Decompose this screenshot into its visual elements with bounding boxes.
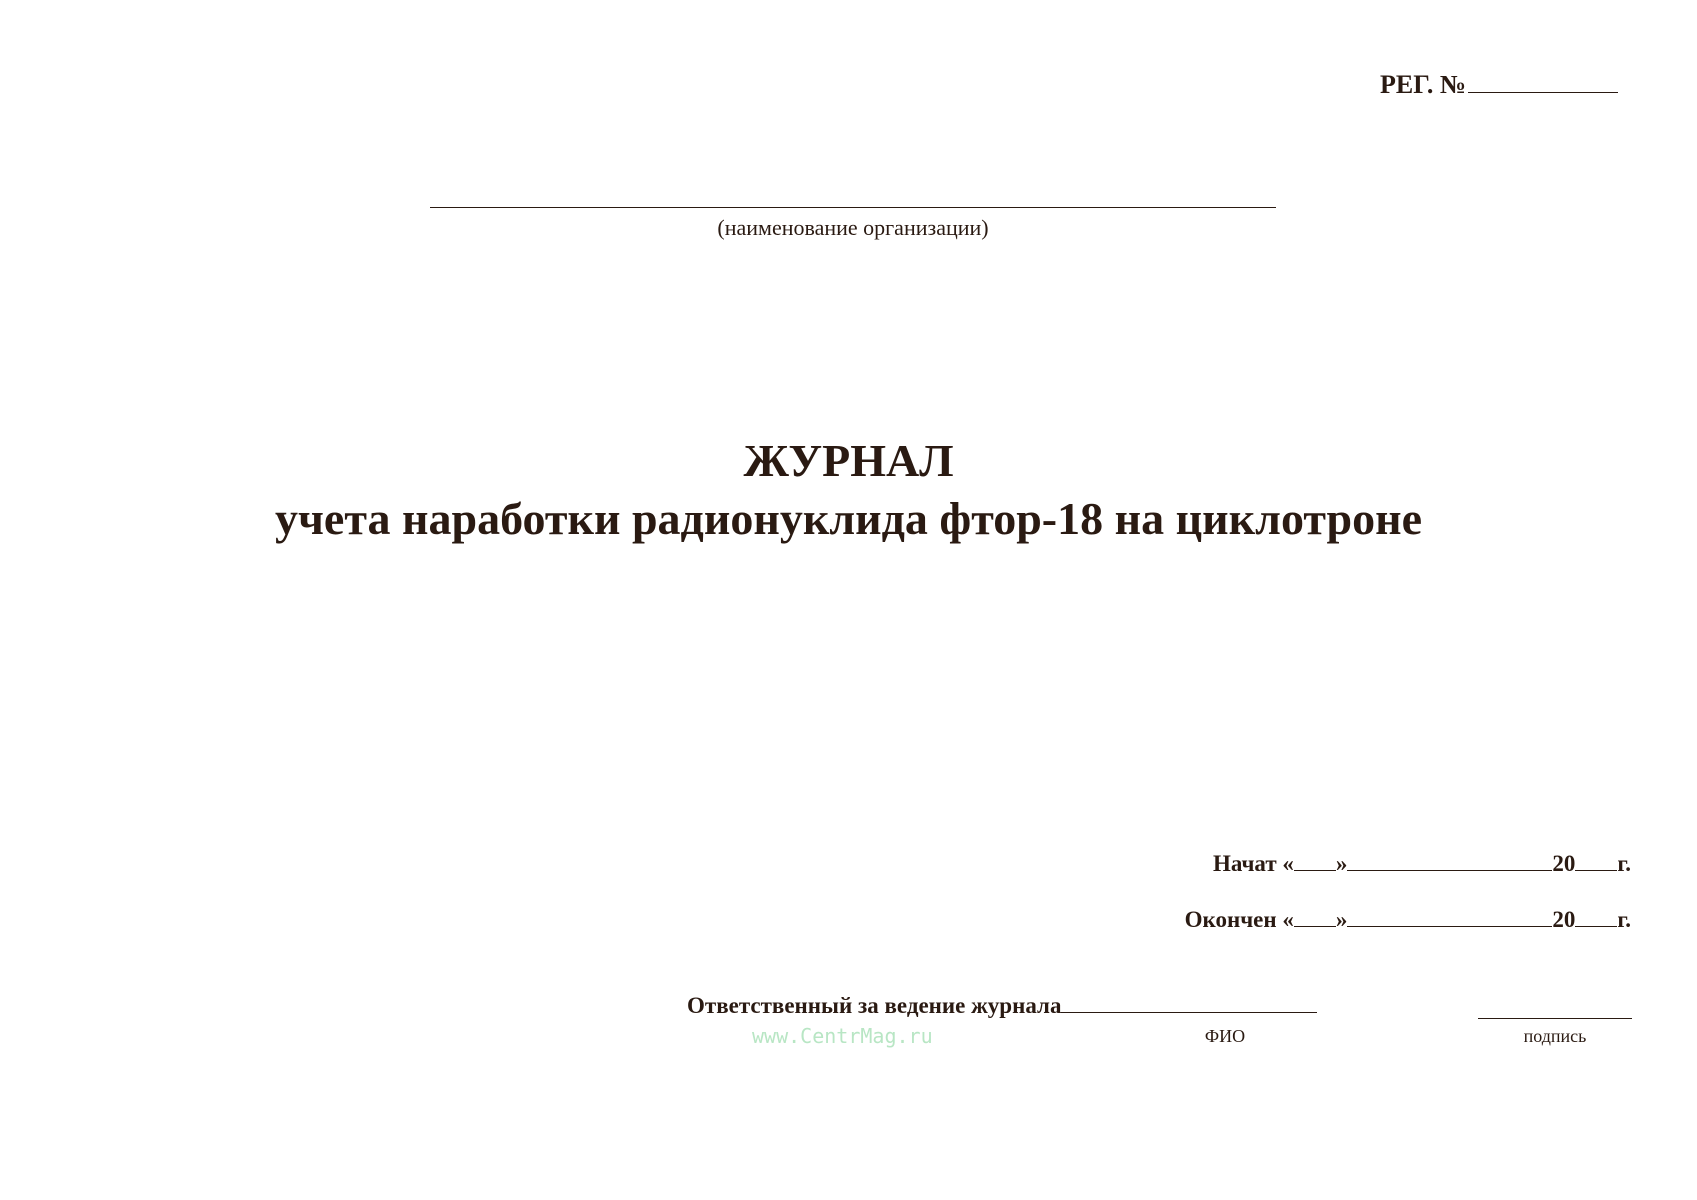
responsible-row	[687, 993, 1317, 1019]
start-day-blank	[1294, 869, 1336, 871]
watermark: www.CentrMag.ru	[752, 1024, 933, 1048]
end-month-blank	[1347, 925, 1552, 927]
start-month-blank	[1347, 869, 1552, 871]
registration-number	[1380, 70, 1618, 100]
signature-caption: подпись	[1523, 1026, 1587, 1046]
end-day-blank	[1294, 925, 1336, 927]
end-year-suffix: г.	[1617, 907, 1631, 932]
end-quote-close: »	[1335, 907, 1348, 932]
end-year-prefix: 20	[1552, 907, 1576, 932]
start-year-prefix: 20	[1552, 851, 1576, 876]
responsible-label: Ответственный за ведение журнала	[687, 993, 1062, 1018]
reg-number-blank	[1468, 91, 1618, 93]
start-year-suffix: г.	[1617, 851, 1631, 876]
title-line-2: учета наработки радионуклида фтор-18 на циклотроне	[274, 493, 1423, 544]
fio-blank	[1061, 1011, 1317, 1013]
organization-name-line	[430, 207, 1276, 208]
signature-blank	[1478, 1018, 1632, 1019]
journal-title	[0, 432, 1697, 548]
start-quote-close: »	[1335, 851, 1348, 876]
start-date-row	[1213, 851, 1631, 877]
end-label: Окончен «	[1184, 907, 1294, 932]
end-date-row	[1185, 907, 1631, 933]
start-year-blank	[1575, 869, 1617, 871]
end-year-blank	[1575, 925, 1617, 927]
organization-caption: (наименование организации)	[717, 215, 989, 240]
start-label: Начат «	[1212, 851, 1294, 876]
title-line-1: ЖУРНАЛ	[743, 435, 954, 486]
reg-label: РЕГ. №	[1380, 70, 1466, 99]
fio-caption: ФИО	[1204, 1026, 1246, 1046]
